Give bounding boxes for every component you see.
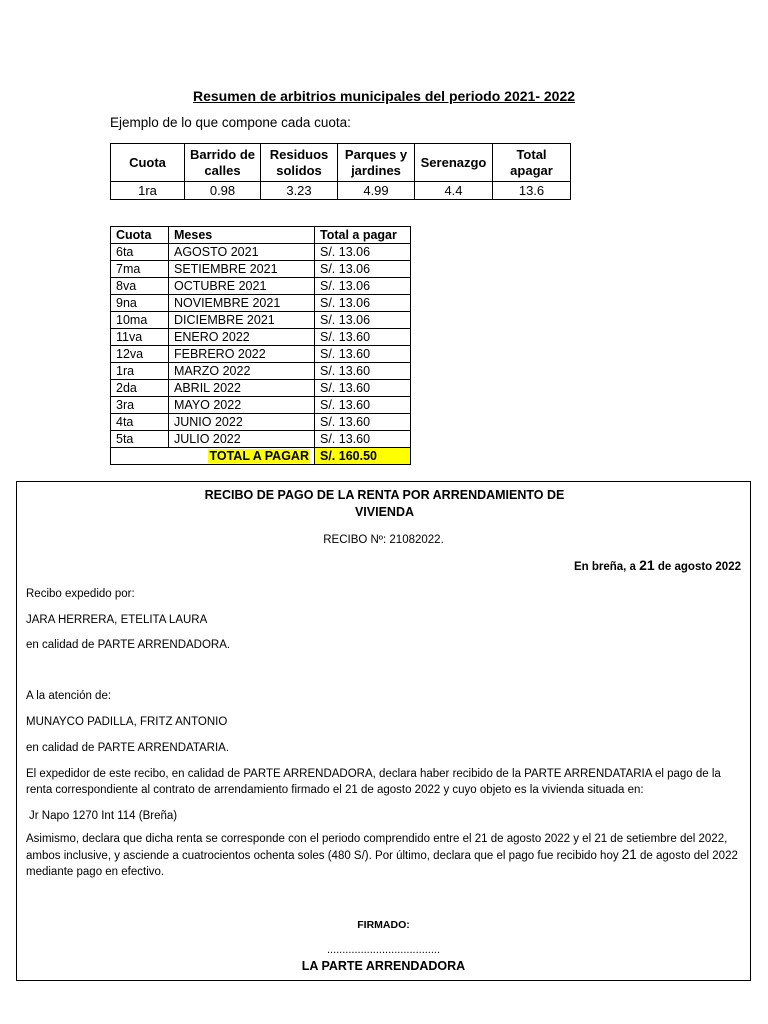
table-row [111, 295, 411, 312]
landlord-role: en calidad de PARTE ARRENDADORA. [26, 639, 231, 651]
receipt-title: RECIBO DE PAGO DE LA RENTA POR ARRENDAMIENTO DE VIVIENDA [204, 488, 565, 519]
receipt-number: RECIBO Nº: 21082022. [323, 534, 444, 546]
table-cell: 12va [111, 346, 169, 363]
issued-by-label: Recibo expedido por: [26, 588, 135, 600]
table-cell: 3.23 [261, 182, 338, 200]
table-row [111, 278, 411, 295]
table-row [111, 346, 411, 363]
tenant-role: en calidad de PARTE ARRENDATARIA. [26, 742, 230, 754]
table-cell: S/. 13.60 [315, 431, 411, 448]
schedule-total-row [111, 448, 411, 465]
signature-role: LA PARTE ARRENDADORA [301, 959, 466, 973]
table-cell: 2da [111, 380, 169, 397]
total-label-cell [169, 448, 315, 465]
table-cell: S/. 13.06 [315, 295, 411, 312]
table-cell: JULIO 2022 [169, 431, 315, 448]
components-table [110, 143, 571, 200]
table-cell: 3ra [111, 397, 169, 414]
receipt-box [16, 481, 751, 981]
table-cell: S/. 13.60 [315, 380, 411, 397]
table-row [111, 244, 411, 261]
landlord-name: JARA HERRERA, ETELITA LAURA [26, 614, 208, 626]
table-cell: S/. 13.06 [315, 244, 411, 261]
summary-title: Resumen de arbitrios municipales del periodo 2021- 2022 [192, 88, 576, 104]
table-cell: S/. 13.60 [315, 363, 411, 380]
header-cuota: Cuota [111, 144, 185, 182]
declaration-paragraph: El expedidor de este recibo, en calidad de PARTE ARRENDADORA, declara haber recibido de la PARTE ARRENDATARIA el pago de la renta correspondiente al contrato de arrendamiento firmado el 21 de agosto 2022 y cuyo objeto es la vivienda situada en: [26, 768, 721, 796]
table-cell: 1ra [111, 182, 185, 200]
components-header-row [111, 144, 571, 182]
table-cell: 1ra [111, 363, 169, 380]
table-cell: OCTUBRE 2021 [169, 278, 315, 295]
table-row [111, 431, 411, 448]
table-cell: 4.4 [415, 182, 493, 200]
header-meses: Meses [169, 227, 315, 244]
schedule-header-row [111, 227, 411, 244]
tenant-name: MUNAYCO PADILLA, FRITZ ANTONIO [26, 716, 228, 728]
table-cell: 4.99 [338, 182, 415, 200]
table-cell: S/. 13.60 [315, 397, 411, 414]
total-empty-cell [111, 448, 169, 465]
total-value: S/. 160.50 [315, 448, 411, 465]
table-row [111, 380, 411, 397]
header-total: Total apagar [493, 144, 571, 182]
table-cell: AGOSTO 2021 [169, 244, 315, 261]
table-cell: MAYO 2022 [169, 397, 315, 414]
table-cell: 13.6 [493, 182, 571, 200]
table-row [111, 363, 411, 380]
example-label: Ejemplo de lo que compone cada cuota: [110, 115, 351, 130]
table-cell: ENERO 2022 [169, 329, 315, 346]
table-cell: 10ma [111, 312, 169, 329]
table-row [111, 312, 411, 329]
table-row [111, 261, 411, 278]
header-cuota: Cuota [111, 227, 169, 244]
header-residuos: Residuos solidos [261, 144, 338, 182]
table-cell: S/. 13.06 [315, 261, 411, 278]
header-total-a-pagar: Total a pagar [315, 227, 411, 244]
table-cell: 11va [111, 329, 169, 346]
table-cell: 4ta [111, 414, 169, 431]
table-cell: FEBRERO 2022 [169, 346, 315, 363]
components-data-row [111, 182, 571, 200]
signed-label: FIRMADO: [357, 919, 410, 931]
schedule-body [111, 244, 411, 448]
table-cell: 7ma [111, 261, 169, 278]
table-cell: MARZO 2022 [169, 363, 315, 380]
table-cell: DICIEMBRE 2021 [169, 312, 315, 329]
header-barrido: Barrido de calles [185, 144, 261, 182]
table-cell: ABRIL 2022 [169, 380, 315, 397]
table-cell: S/. 13.60 [315, 414, 411, 431]
table-cell: 5ta [111, 431, 169, 448]
table-cell: SETIEMBRE 2021 [169, 261, 315, 278]
table-row [111, 329, 411, 346]
attention-label: A la atención de: [26, 690, 112, 702]
property-address: Jr Napo 1270 Int 114 (Breña) [29, 810, 178, 822]
signature-line: ..................................... [326, 944, 441, 956]
header-parques: Parques y jardines [338, 144, 415, 182]
table-cell: S/. 13.06 [315, 278, 411, 295]
table-cell: NOVIEMBRE 2021 [169, 295, 315, 312]
total-label: TOTAL A PAGAR [209, 448, 309, 463]
table-cell: JUNIO 2022 [169, 414, 315, 431]
table-cell: 9na [111, 295, 169, 312]
receipt-date: En breña, a 21 de agosto 2022 [573, 557, 741, 573]
table-cell: 8va [111, 278, 169, 295]
table-cell: S/. 13.60 [315, 346, 411, 363]
schedule-table [110, 226, 411, 465]
table-cell: 6ta [111, 244, 169, 261]
table-cell: S/. 13.06 [315, 312, 411, 329]
table-row [111, 414, 411, 431]
table-cell: 0.98 [185, 182, 261, 200]
table-cell: S/. 13.60 [315, 329, 411, 346]
period-paragraph: Asimismo, declara que dicha renta se corresponde con el periodo comprendido entre el 21 de agosto 2022 y el 21 de setiembre del 2022, ambos inclusive, y asciende a cuatrocientos ochenta soles (480 S/). Por último, declara que el pago fue recibido hoy 21 de agosto del 2022 mediante pago en efectivo. [26, 833, 738, 878]
header-serenazgo: Serenazgo [415, 144, 493, 182]
table-row [111, 397, 411, 414]
